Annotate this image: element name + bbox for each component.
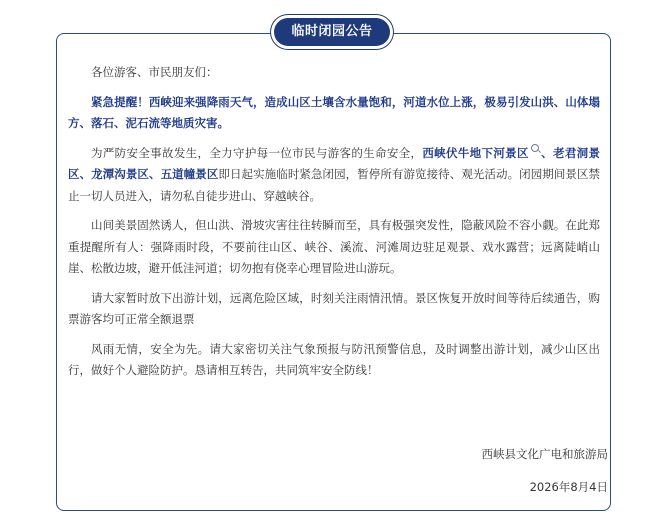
notice-content	[68, 62, 600, 390]
closure-intro: 为严防安全事故发生，全力守护每一位市民与游客的生命安全，	[91, 145, 423, 160]
alert-text: 西峡迎来强降雨天气，造成山区土壤含水量饱和，河道水位上涨，极易引发山洪、山体塌方、落石、泥石流等地质灾害。	[68, 94, 601, 130]
greeting: 各位游客、市民朋友们：	[91, 65, 218, 79]
safety-paragraph: 山间美景固然诱人，但山洪、滑坡灾害往往转瞬而至，具有极强突发性，隐蔽风险不容小觑。在此郑重提醒所有人：强降雨时段，不要前往山区、峡谷、溪流、河滩周边驻足观景、戏水露营；远离陡峭山崖、松散边坡，避开低洼河道；切勿抱有侥幸心理冒险进山游玩。	[68, 218, 600, 275]
notice-title: 临时闭园公告	[274, 18, 390, 46]
refund-paragraph: 请大家暂时放下出游计划，远离危险区域，时刻关注雨情汛情。景区恢复开放时间等待后续通告，购票游客均可正常全额退票	[68, 290, 600, 326]
search-icon[interactable]	[531, 144, 539, 152]
issuer-signature: 西峡县文化广电和旅游局	[481, 447, 608, 461]
scenic-separator-1: 、	[540, 145, 554, 160]
scenic-link-longtangou[interactable]: 龙潭沟景区	[91, 167, 149, 181]
scenic-separator-2: 、	[79, 167, 92, 181]
closure-paragraph	[68, 143, 600, 208]
closing-paragraph: 风雨无情，安全为先。请大家密切关注气象预报与防汛预警信息，及时调整出游计划，减少山区出行，做好个人避险防护。恳请相互转告，共同筑牢安全防线！	[68, 341, 600, 377]
closure-rest: 即日起实施临时紧急闭园，暂停所有游览接待、观光活动。闭园期间景区禁止一切人员进入，请勿私自徒步进山、穿越峡谷。	[68, 167, 601, 203]
scenic-link-wudaochuang[interactable]: 五道幢景区	[160, 167, 219, 181]
alert-label: 紧急提醒！	[91, 94, 149, 109]
scenic-link-laojundong[interactable]: 老君洞景区	[68, 145, 601, 181]
issue-date: 2026年8月4日	[529, 480, 608, 494]
scenic-link-dixiahe[interactable]: 西峡伏牛地下河景区	[422, 145, 529, 160]
alert-paragraph	[68, 92, 600, 135]
scenic-separator-3: 、	[149, 167, 161, 181]
